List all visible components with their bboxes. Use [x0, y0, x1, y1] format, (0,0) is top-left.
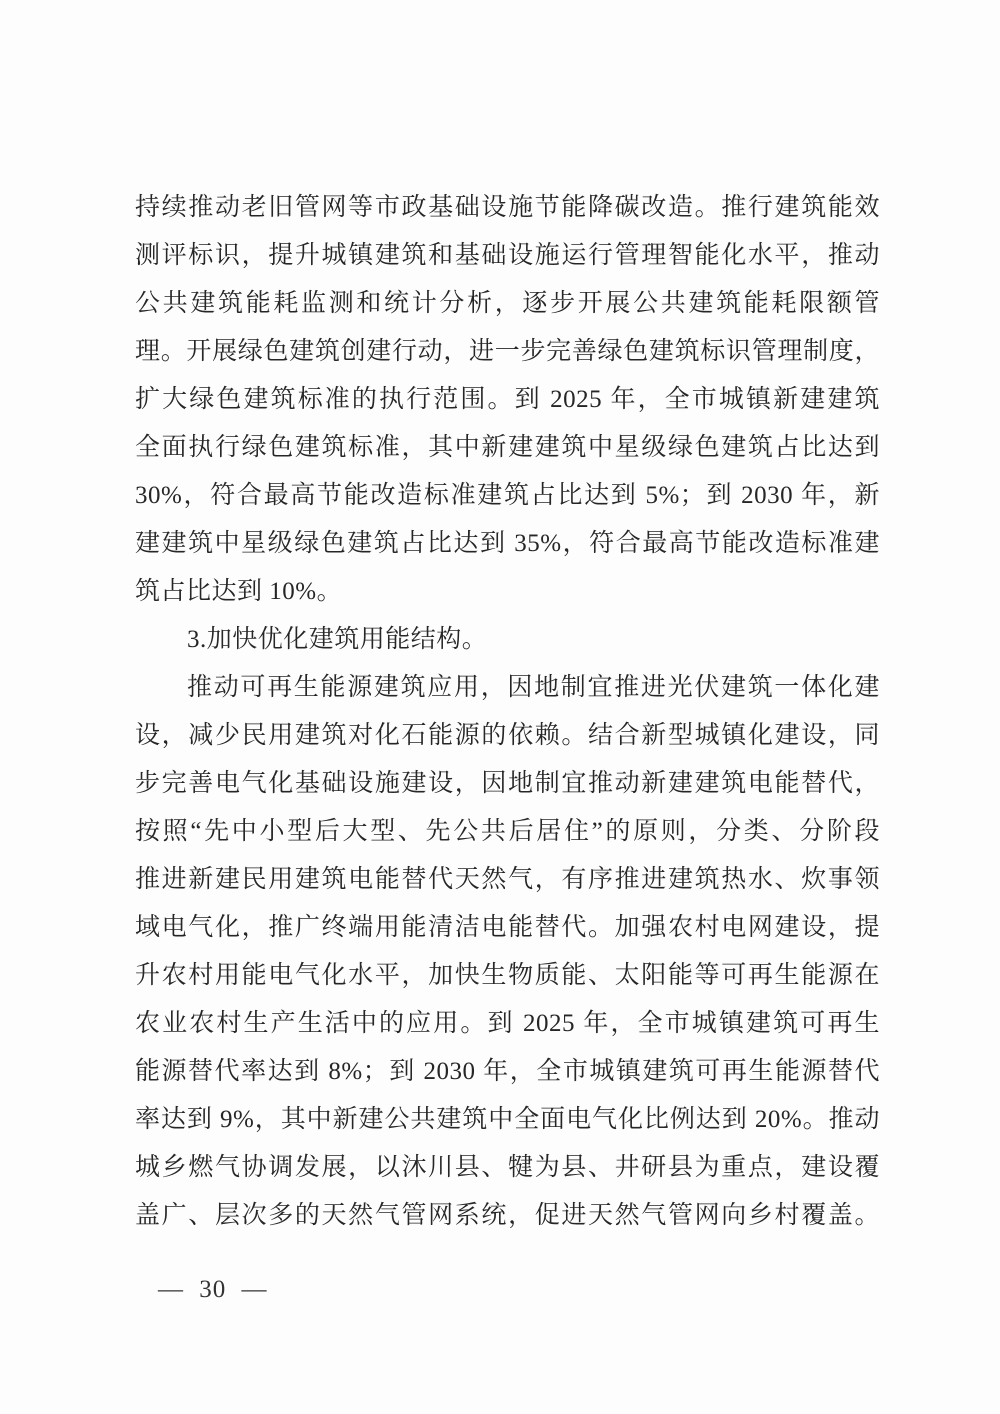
body-line: 测评标识，提升城镇建筑和基础设施运行管理智能化水平，推动	[135, 242, 880, 269]
body-line: 30%，符合最高节能改造标准建筑占比达到 5%；到 2030 年，新	[135, 482, 880, 509]
body-line: 率达到 9%，其中新建公共建筑中全面电气化比例达到 20%。推动	[135, 1106, 880, 1133]
document-body	[135, 184, 880, 1240]
body-line: 按照“先中小型后大型、先公共后居住”的原则，分类、分阶段	[135, 818, 880, 845]
body-line: 设，减少民用建筑对化石能源的依赖。结合新型城镇化建设，同	[135, 722, 880, 749]
body-line: 筑占比达到 10%。	[135, 578, 343, 605]
page-number: — 30 —	[158, 1276, 268, 1303]
body-line: 步完善电气化基础设施建设，因地制宜推动新建建筑电能替代，	[135, 770, 880, 797]
body-line: 城乡燃气协调发展，以沐川县、犍为县、井研县为重点，建设覆	[135, 1154, 880, 1181]
body-line: 盖广、层次多的天然气管网系统，促进天然气管网向乡村覆盖。	[135, 1202, 880, 1229]
body-line: 扩大绿色建筑标准的执行范围。到 2025 年，全市城镇新建建筑	[135, 386, 880, 413]
body-line: 推进新建民用建筑电能替代天然气，有序推进建筑热水、炊事领	[135, 866, 880, 893]
section-heading: 3.加快优化建筑用能结构。	[187, 626, 488, 653]
body-line: 域电气化，推广终端用能清洁电能替代。加强农村电网建设，提	[135, 914, 880, 941]
body-line: 持续推动老旧管网等市政基础设施节能降碳改造。推行建筑能效	[135, 194, 880, 221]
body-line: 建建筑中星级绿色建筑占比达到 35%，符合最高节能改造标准建	[135, 530, 880, 557]
body-line: 能源替代率达到 8%；到 2030 年，全市城镇建筑可再生能源替代	[135, 1058, 880, 1085]
body-line: 推动可再生能源建筑应用，因地制宜推进光伏建筑一体化建	[187, 674, 880, 701]
body-line: 农业农村生产生活中的应用。到 2025 年，全市城镇建筑可再生	[135, 1010, 880, 1037]
body-line: 理。开展绿色建筑创建行动，进一步完善绿色建筑标识管理制度，	[135, 338, 880, 365]
body-line: 全面执行绿色建筑标准，其中新建建筑中星级绿色建筑占比达到	[135, 434, 880, 461]
body-line: 升农村用能电气化水平，加快生物质能、太阳能等可再生能源在	[135, 962, 880, 989]
body-line: 公共建筑能耗监测和统计分析，逐步开展公共建筑能耗限额管	[135, 290, 880, 317]
